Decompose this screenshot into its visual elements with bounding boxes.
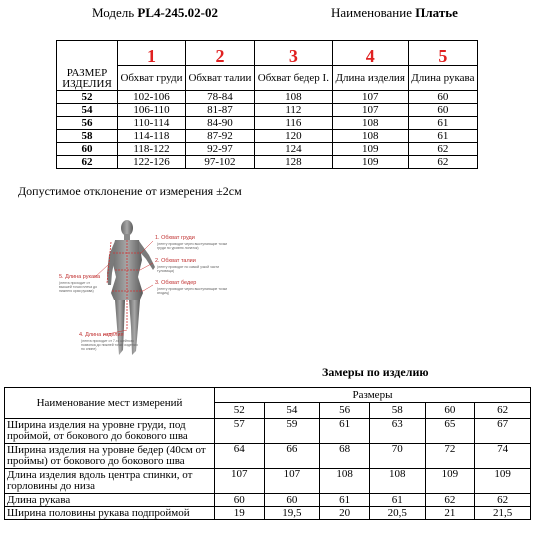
column-label: Обхват бедер I. xyxy=(254,66,332,91)
size-cell: 60 xyxy=(57,143,118,156)
measure-value: 74 xyxy=(475,444,531,469)
table-row xyxy=(57,156,478,169)
measurements-title: Замеры по изделию xyxy=(322,365,429,379)
size-cell: 54 xyxy=(57,104,118,117)
column-label: Обхват груди xyxy=(118,66,186,91)
measure-name: Длина рукава xyxy=(5,494,215,507)
garment-measurements-table xyxy=(4,387,531,520)
value-cell: 110-114 xyxy=(118,117,186,130)
measure-value: 61 xyxy=(320,494,370,507)
value-cell: 87-92 xyxy=(185,130,254,143)
measure-value: 20 xyxy=(320,507,370,520)
value-cell: 114-118 xyxy=(118,130,186,143)
value-cell: 62 xyxy=(408,156,477,169)
value-cell: 120 xyxy=(254,130,332,143)
size-cell: 58 xyxy=(57,130,118,143)
value-cell: 128 xyxy=(254,156,332,169)
size-cell: 52 xyxy=(57,91,118,104)
size-chart-table xyxy=(56,40,478,169)
callout-waist-label: 2. Обхват талии xyxy=(155,258,196,264)
measure-value: 60 xyxy=(215,494,265,507)
column-number: 4 xyxy=(332,41,408,66)
value-cell: 102-106 xyxy=(118,91,186,104)
callout-sleeve-note: (лента проходит от высшей точки плеча до нижнего края рукава) xyxy=(59,281,98,293)
column-number: 1 xyxy=(118,41,186,66)
sizes-header: Размеры xyxy=(215,388,531,403)
callout-sleeve-label: 5. Длина рукава xyxy=(59,274,100,280)
measure-value: 65 xyxy=(425,419,475,444)
column-number: 5 xyxy=(408,41,477,66)
place-header: Наименование мест измерений xyxy=(5,388,215,419)
measure-value: 68 xyxy=(320,444,370,469)
measure-value: 108 xyxy=(369,469,425,494)
value-cell: 61 xyxy=(408,117,477,130)
measure-value: 19 xyxy=(215,507,265,520)
value-cell: 122-126 xyxy=(118,156,186,169)
callout-bust-label: 1. Обхват груди xyxy=(155,235,195,241)
value-cell: 84-90 xyxy=(185,117,254,130)
size-column-header: РАЗМЕР ИЗДЕЛИЯ xyxy=(57,41,118,91)
size-header-cell: 58 xyxy=(369,403,425,419)
measure-name: Ширина половины рукава подпроймой xyxy=(5,507,215,520)
name-label: Наименование xyxy=(331,5,412,20)
measure-value: 61 xyxy=(320,419,370,444)
measure-value: 63 xyxy=(369,419,425,444)
measure-value: 62 xyxy=(425,494,475,507)
table-row xyxy=(57,130,478,143)
measure-value: 59 xyxy=(264,419,320,444)
measure-value: 107 xyxy=(264,469,320,494)
value-cell: 109 xyxy=(332,156,408,169)
measure-value: 21,5 xyxy=(475,507,531,520)
value-cell: 108 xyxy=(332,117,408,130)
column-number: 3 xyxy=(254,41,332,66)
table-row xyxy=(5,444,531,469)
size-header-cell: 62 xyxy=(475,403,531,419)
value-cell: 107 xyxy=(332,104,408,117)
table-row xyxy=(57,91,478,104)
table-row xyxy=(57,104,478,117)
name-value: Платье xyxy=(415,5,458,20)
measure-value: 67 xyxy=(475,419,531,444)
column-label: Длина изделия xyxy=(332,66,408,91)
measure-name: Ширина изделия на уровне груди, под проймой, от бокового до бокового шва xyxy=(5,419,215,444)
measure-value: 109 xyxy=(425,469,475,494)
measure-value: 19,5 xyxy=(264,507,320,520)
model-label: Модель xyxy=(92,5,135,20)
size-header-cell: 52 xyxy=(215,403,265,419)
measure-value: 62 xyxy=(475,494,531,507)
measure-value: 20,5 xyxy=(369,507,425,520)
model-value: PL4-245.02-02 xyxy=(137,5,218,20)
measure-value: 107 xyxy=(215,469,265,494)
value-cell: 97-102 xyxy=(185,156,254,169)
size-cell: 62 xyxy=(57,156,118,169)
callout-length-label: 4. Длина изделия xyxy=(79,332,124,338)
callout-bust-note: (ленту проводят через выступающие точки груди по уровню лопаток) xyxy=(157,242,228,250)
size-header-cell: 56 xyxy=(320,403,370,419)
table-row xyxy=(5,494,531,507)
measure-value: 66 xyxy=(264,444,320,469)
value-cell: 108 xyxy=(254,91,332,104)
table-row xyxy=(57,143,478,156)
measure-value: 21 xyxy=(425,507,475,520)
measure-value: 61 xyxy=(369,494,425,507)
measure-value: 70 xyxy=(369,444,425,469)
column-number: 2 xyxy=(185,41,254,66)
table-row xyxy=(57,117,478,130)
value-cell: 124 xyxy=(254,143,332,156)
table-row xyxy=(5,419,531,444)
measure-value: 64 xyxy=(215,444,265,469)
value-cell: 92-97 xyxy=(185,143,254,156)
callout-hips-note: (ленту проводят через выступающие точки ягодиц) xyxy=(157,287,228,295)
value-cell: 81-87 xyxy=(185,104,254,117)
value-cell: 62 xyxy=(408,143,477,156)
callout-length-note: (лента проходит от 7-го шейного позвонка до нижней точки изделия по спине) xyxy=(81,339,138,351)
table-row xyxy=(5,469,531,494)
size-cell: 56 xyxy=(57,117,118,130)
measure-value: 109 xyxy=(475,469,531,494)
measure-name: Ширина изделия на уровне бедер (40см от проймы) от бокового до бокового шва xyxy=(5,444,215,469)
table-row xyxy=(5,507,531,520)
value-cell: 78-84 xyxy=(185,91,254,104)
measure-name: Длина изделия вдоль центра спинки, от горловины до низа xyxy=(5,469,215,494)
measurement-figure xyxy=(45,215,245,365)
size-header-cell: 54 xyxy=(264,403,320,419)
callout-hips-label: 3. Обхват бедер xyxy=(155,280,197,286)
column-label: Длина рукава xyxy=(408,66,477,91)
model-heading xyxy=(92,5,218,21)
value-cell: 116 xyxy=(254,117,332,130)
value-cell: 106-110 xyxy=(118,104,186,117)
value-cell: 118-122 xyxy=(118,143,186,156)
measure-value: 57 xyxy=(215,419,265,444)
tolerance-note: Допустимое отклонение от измерения ±2см xyxy=(18,184,242,198)
callout-waist-note: (ленту проводят по самой узкой части туловища) xyxy=(157,265,220,273)
column-label: Обхват талии xyxy=(185,66,254,91)
value-cell: 109 xyxy=(332,143,408,156)
measure-value: 60 xyxy=(264,494,320,507)
size-header-cell: 60 xyxy=(425,403,475,419)
product-name-heading xyxy=(331,5,458,21)
value-cell: 108 xyxy=(332,130,408,143)
measure-value: 108 xyxy=(320,469,370,494)
measure-value: 72 xyxy=(425,444,475,469)
value-cell: 107 xyxy=(332,91,408,104)
value-cell: 60 xyxy=(408,104,477,117)
value-cell: 60 xyxy=(408,91,477,104)
value-cell: 112 xyxy=(254,104,332,117)
value-cell: 61 xyxy=(408,130,477,143)
